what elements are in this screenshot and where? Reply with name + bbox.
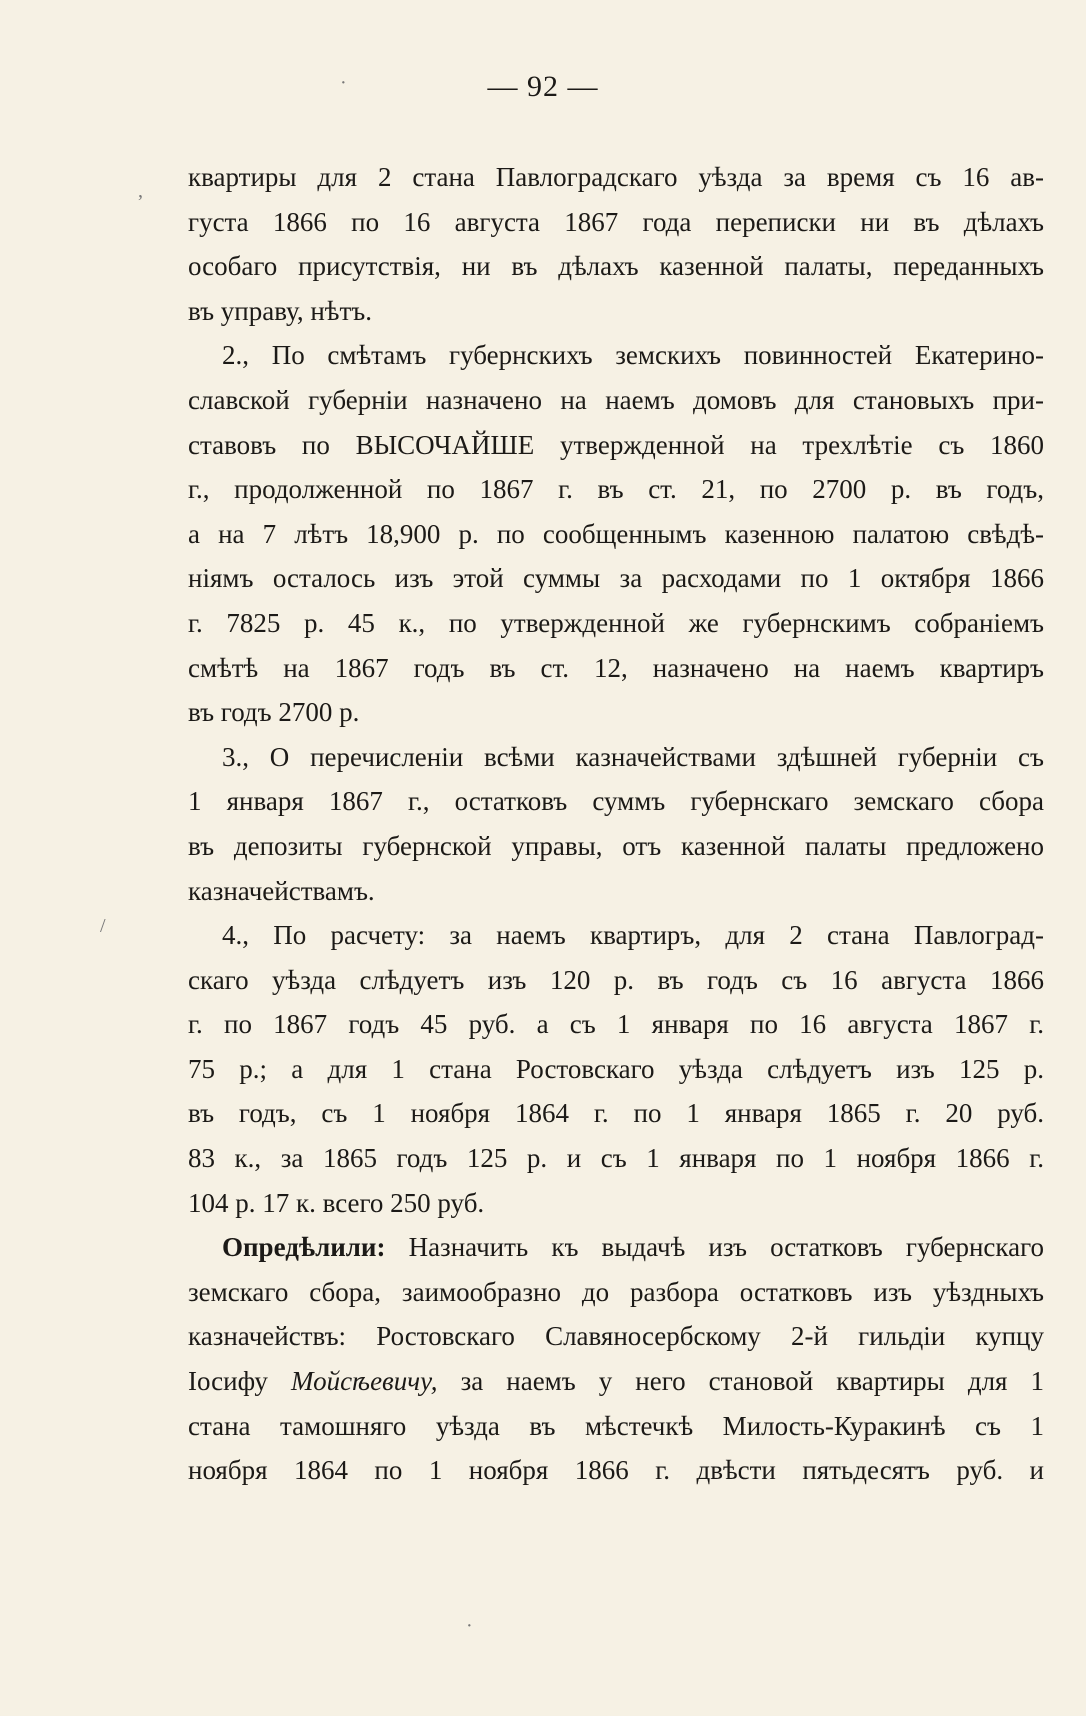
text-line: въ годъ, съ 1 ноября 1864 г. по 1 января 1865 г. 20 руб. [188,1098,1044,1129]
text-line [188,1359,1044,1404]
ink-speck: , [138,180,143,202]
text-line: 75 р.; а для 1 стана Ростовскаго уѣзда слѣдуетъ изъ 125 р. [188,1053,1044,1084]
text-line: особаго присутствія, ни въ дѣлахъ казенной палаты, переданныхъ [188,251,1044,282]
text-line: а на 7 лѣтъ 18,900 р. по сообщеннымъ казенною палатою свѣдѣ- [188,518,1044,549]
text-line: квартиры для 2 стана Павлоградскаго уѣзда за время съ 16 ав- [188,162,1044,192]
paragraph-continuation [188,155,1044,333]
text-line [188,1225,1044,1270]
text-line: 83 к., за 1865 годъ 125 р. и съ 1 января по 1 ноября 1866 г. [188,1143,1044,1174]
text-line: ставовъ по ВЫСОЧАЙШЕ утвержденной на трехлѣтіе съ 1860 [188,429,1044,460]
text-line: въ депозиты губернской управы, отъ казенной палаты предложено [188,830,1044,861]
text-line: 4., По расчету: за наемъ квартиръ, для 2 стана Павлоград- [222,920,1044,951]
pencil-mark: / [100,915,106,937]
text-line: казначействъ: Ростовскаго Славяносербскому 2-й гильдіи купцу [188,1321,1044,1352]
text-line: 3., О перечисленіи всѣми казначействами здѣшней губерніи съ [222,741,1044,772]
body-text [188,155,1044,1493]
text-line: 2., По смѣтамъ губернскихъ земскихъ повинностей Екатерино- [222,340,1044,371]
ink-speck: · [340,72,347,94]
resolution-term: Опредѣлили: [222,1232,386,1263]
text-line: въ годъ 2700 р. [188,697,360,728]
text-line: 1 января 1867 г., остатковъ суммъ губернскаго земскаго сбора [188,786,1044,817]
text-line: смѣтѣ на 1867 годъ въ ст. 12, назначено на наемъ квартиръ [188,652,1044,683]
text-line: г., продолженной по 1867 г. въ ст. 21, по 2700 р. въ годъ, [188,474,1044,505]
text-line: густа 1866 по 16 августа 1867 года переписки ни въ дѣлахъ [188,206,1044,237]
text-line: г. 7825 р. 45 к., по утвержденной же губернскимъ собраніемъ [188,607,1044,638]
text-line: ніямъ осталось изъ этой суммы за расходами по 1 октября 1866 [188,563,1044,594]
paragraph-item-2 [188,333,1044,734]
merchant-name: Мойсѣевичу, [290,1366,438,1397]
text-line: ноября 1864 по 1 ноября 1866 г. двѣсти пятьдесятъ руб. и [188,1455,1044,1486]
text-line: 104 р. 17 к. всего 250 руб. [188,1187,485,1218]
text-line: въ управу, нѣтъ. [188,295,372,326]
text-line: земскаго сбора, заимообразно до разбора остатковъ изъ уѣздныхъ [188,1276,1044,1307]
text-line: казначействамъ. [188,875,375,906]
page-number: — 92 — [487,70,599,103]
paragraph-item-3 [188,735,1044,913]
text-fragment: Іосифу [188,1366,291,1397]
text-line: славской губерніи назначено на наемъ домовъ для становыхъ при- [188,384,1044,415]
text-line: скаго уѣзда слѣдуетъ изъ 120 р. въ годъ съ 16 августа 1866 [188,964,1044,995]
paragraph-resolution [188,1225,1044,1493]
text-line: стана тамошняго уѣзда въ мѣстечкѣ Милость-Куракинѣ съ 1 [188,1410,1044,1441]
text-line: г. по 1867 годъ 45 руб. а съ 1 января по 16 августа 1867 г. [188,1009,1044,1040]
ink-speck: · [466,1615,473,1637]
text-fragment: за наемъ у него становой квартиры для 1 [437,1366,1045,1397]
paragraph-item-4 [188,913,1044,1225]
text-fragment: Назначить къ выдачѣ изъ остатковъ губернскаго [385,1232,1044,1263]
